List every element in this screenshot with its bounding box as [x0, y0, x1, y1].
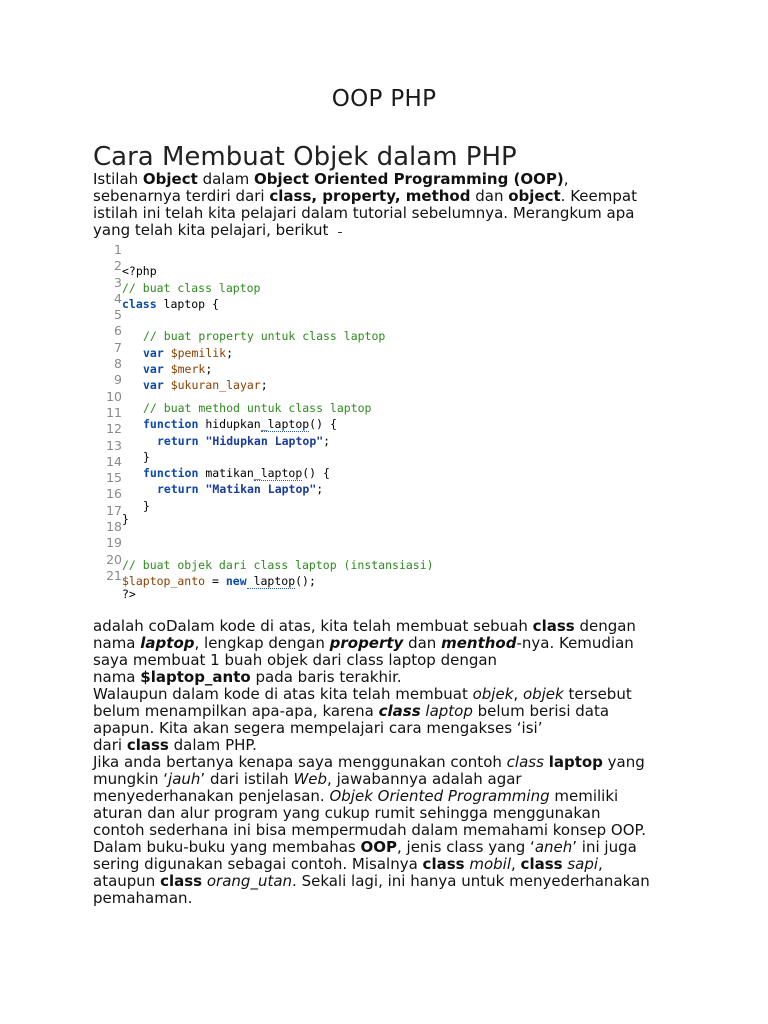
- body-line: pemahaman.: [93, 889, 193, 907]
- intro-line-1: Istilah Object dalam Object Oriented Programming (OOP),: [93, 170, 569, 188]
- document-title: OOP PHP: [331, 86, 437, 112]
- code-line: 11 // buat method untuk class laptop: [106, 400, 372, 420]
- body-line: aturan dan alur program yang cukup rumit sehingga menggunakan: [93, 804, 601, 822]
- code-line: 10: [106, 388, 122, 404]
- body-line: nama $laptop_anto pada baris terakhir.: [93, 668, 402, 686]
- code-line: 8 var $merk;: [114, 356, 213, 377]
- code-line: 12 function hidupkan_laptop() {: [106, 417, 337, 437]
- code-block: [96, 242, 556, 601]
- code-line: 7 var $pemilik;: [114, 339, 234, 360]
- code-line: 16 return "Matikan Laptop";: [106, 482, 324, 502]
- intro-line-2: sebenarnya terdiri dari class, property, method dan object. Keempat: [93, 187, 637, 205]
- body-text: [93, 618, 683, 907]
- body-line: apapun. Kita akan segera mempelajari cara mengakses ‘isi’: [93, 719, 543, 737]
- code-line: 1: [114, 242, 122, 257]
- code-line: 19: [106, 535, 122, 551]
- code-line: 13 return "Hidupkan Laptop";: [106, 433, 331, 453]
- code-line: 2 <?php: [114, 258, 157, 279]
- body-line: belum menampilkan apa-apa, karena class laptop belum berisi data: [93, 702, 610, 720]
- code-line: 17 }: [106, 498, 150, 518]
- code-line: 9 var $ukuran_layar;: [114, 372, 268, 393]
- code-line: 14 }: [106, 449, 150, 469]
- code-line: ?>: [122, 587, 136, 602]
- body-line: mungkin ‘jauh’ dari istilah Web, jawabannya adalah agar: [93, 770, 522, 788]
- body-line: Dalam buku-buku yang membahas OOP, jenis class yang ‘aneh’ ini juga: [93, 838, 637, 856]
- body-line: ataupun class orang_utan. Sekali lagi, ini hanya untuk menyederhanakan: [93, 872, 650, 890]
- code-line: 5: [114, 307, 122, 323]
- intro-line-3: istilah ini telah kita pelajari dalam tutorial sebelumnya. Merangkum apa: [93, 204, 635, 222]
- body-line: nama laptop, lengkap dengan property dan menthod-nya. Kemudian: [93, 634, 634, 652]
- code-line: 4 class laptop {: [114, 290, 219, 311]
- intro-paragraph: [93, 171, 683, 239]
- intro-line-4: yang telah kita pelajari, berikut: [93, 222, 683, 239]
- body-line: Jika anda bertanya kenapa saya menggunakan contoh class laptop yang: [93, 753, 645, 771]
- code-line: 3 // buat class laptop: [114, 274, 261, 295]
- body-line: adalah coDalam kode di atas, kita telah membuat sebuah class dengan: [93, 617, 636, 635]
- code-line: 15 function matikan_laptop() {: [106, 466, 330, 486]
- code-line: 6 // buat property untuk class laptop: [114, 323, 386, 344]
- body-line: sering digunakan sebagai contoh. Misalnya class mobil, class sapi,: [93, 855, 603, 873]
- code-line: 20 // buat objek dari class laptop (instansiasi): [106, 551, 434, 572]
- code-line: 21 $laptop_anto = new laptop();: [106, 567, 316, 588]
- section-heading: Cara Membuat Objek dalam PHP: [93, 142, 517, 172]
- body-line: Walaupun dalam kode di atas kita telah membuat objek, objek tersebut: [93, 685, 632, 703]
- code-line: 18 }: [106, 512, 129, 535]
- body-line: dari class dalam PHP.: [93, 736, 257, 754]
- body-line: saya membuat 1 buah objek dari class laptop dengan: [93, 651, 498, 669]
- body-line: contoh sederhana ini bisa mempermudah dalam memahami konsep OOP.: [93, 821, 647, 839]
- body-line: menyederhanakan penjelasan. Objek Oriented Programming memiliki: [93, 787, 619, 805]
